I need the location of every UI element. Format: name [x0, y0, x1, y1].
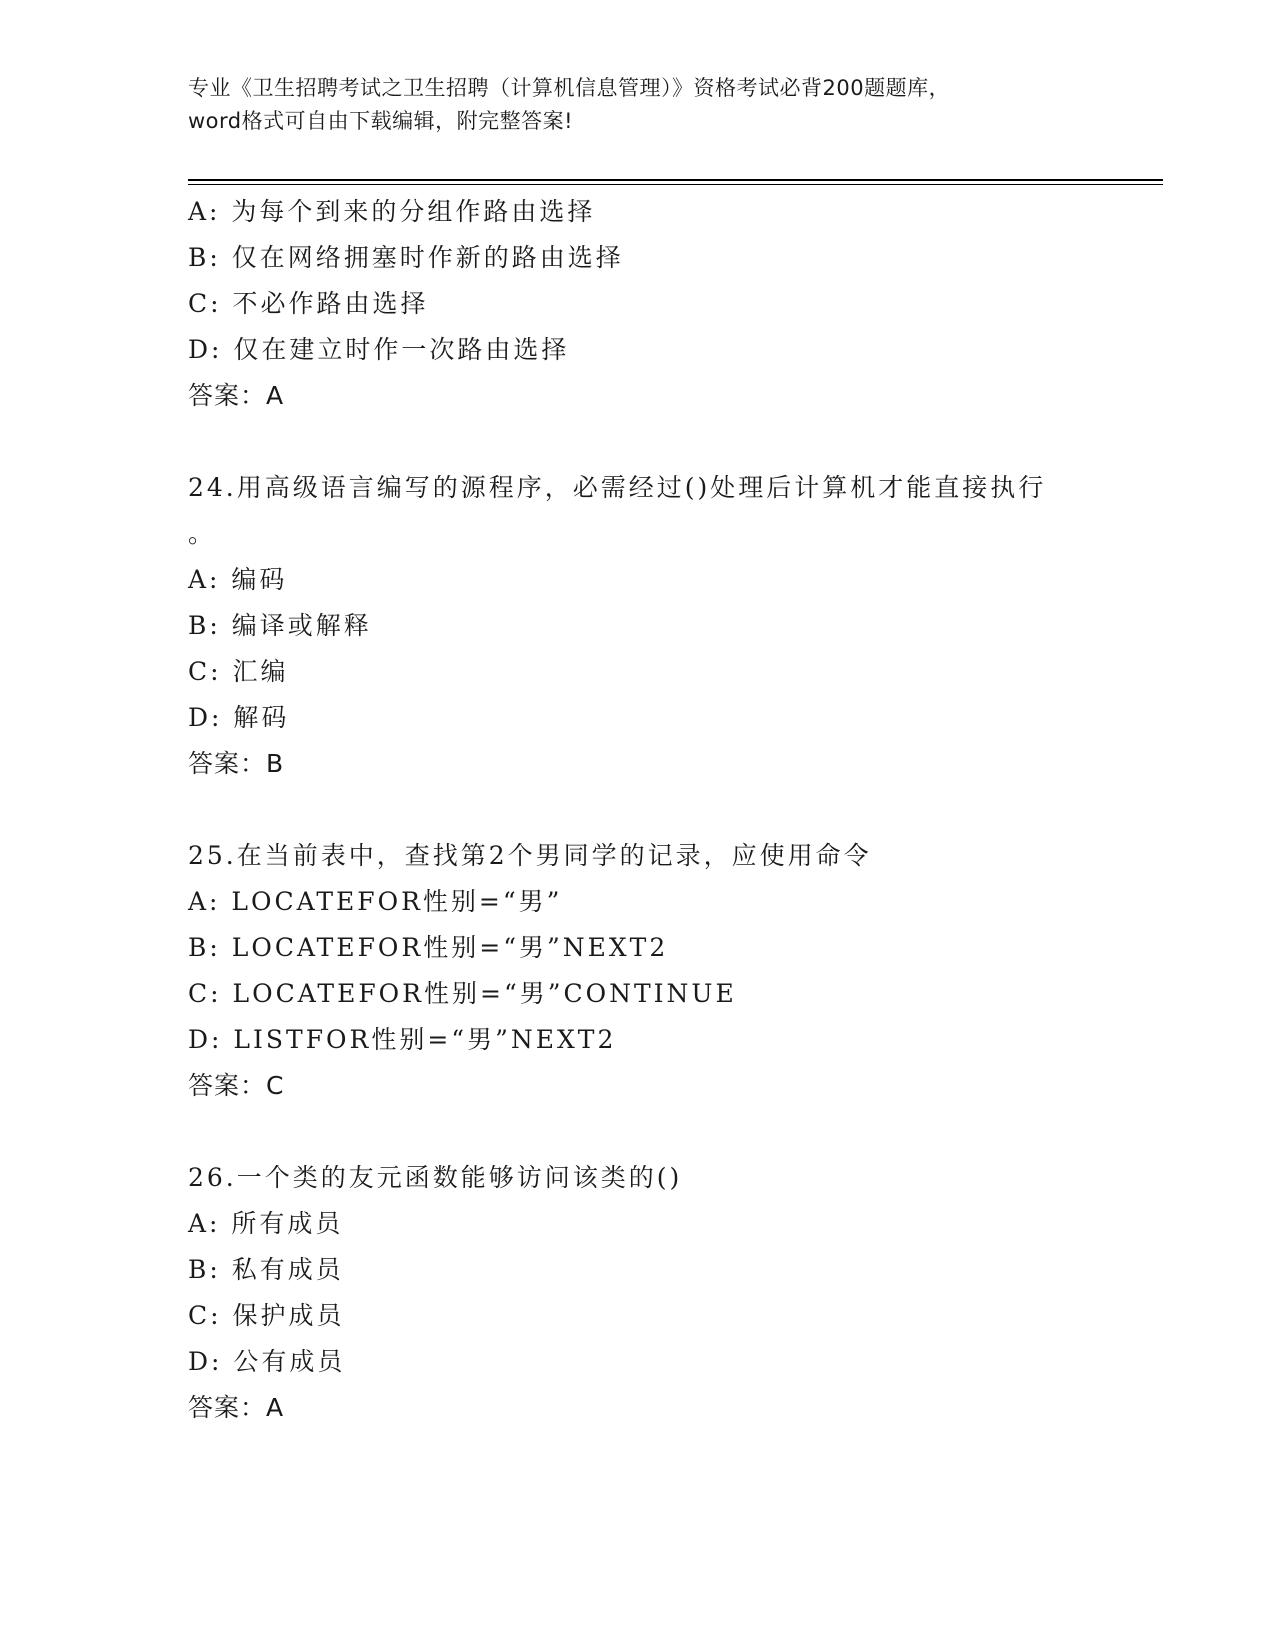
question-list — [188, 189, 1088, 1431]
option-d: D: 解码 — [188, 703, 290, 732]
option-b: B: 仅在网络拥塞时作新的路由选择 — [188, 243, 624, 272]
document-header — [188, 72, 1088, 138]
spacer — [188, 419, 1088, 465]
option-b: B: LOCATEFOR性别=“男”NEXT2 — [188, 933, 669, 962]
option-c: C: 保护成员 — [188, 1301, 345, 1330]
question-text: 25.在当前表中，查找第2个男同学的记录，应使用命令 — [188, 841, 872, 870]
option-d: D: 公有成员 — [188, 1347, 346, 1376]
option-c: C: 汇编 — [188, 657, 289, 686]
option-b: B: 私有成员 — [188, 1255, 344, 1284]
header-divider-thin — [188, 184, 1163, 185]
question-23 — [188, 189, 1088, 419]
answer-line: 答案：B — [188, 749, 285, 778]
spacer — [188, 1109, 1088, 1155]
option-a: A: 编码 — [188, 565, 288, 594]
option-c: C: LOCATEFOR性别=“男”CONTINUE — [188, 979, 737, 1008]
question-24 — [188, 465, 1088, 787]
option-a: A: 所有成员 — [188, 1209, 344, 1238]
question-26 — [188, 1155, 1088, 1431]
question-25 — [188, 833, 1088, 1109]
answer-line: 答案：C — [188, 1071, 285, 1100]
question-text: 24.用高级语言编写的源程序，必需经过()处理后计算机才能直接执行 — [188, 473, 1047, 502]
question-text-continued: 。 — [188, 519, 217, 548]
option-d: D: 仅在建立时作一次路由选择 — [188, 335, 570, 364]
option-b: B: 编译或解释 — [188, 611, 372, 640]
question-text: 26.一个类的友元函数能够访问该类的() — [188, 1163, 683, 1192]
option-a: A: 为每个到来的分组作路由选择 — [188, 197, 596, 226]
header-line-1: 专业《卫生招聘考试之卫生招聘（计算机信息管理）》资格考试必背200题题库， — [188, 76, 951, 100]
option-a: A: LOCATEFOR性别=“男” — [188, 887, 563, 916]
option-d: D: LISTFOR性别=“男”NEXT2 — [188, 1025, 617, 1054]
spacer — [188, 787, 1088, 833]
header-line-2: word格式可自由下载编辑，附完整答案! — [188, 109, 574, 133]
header-divider-thick — [188, 179, 1163, 181]
answer-line: 答案：A — [188, 381, 285, 410]
option-c: C: 不必作路由选择 — [188, 289, 429, 318]
answer-line: 答案：A — [188, 1393, 285, 1422]
